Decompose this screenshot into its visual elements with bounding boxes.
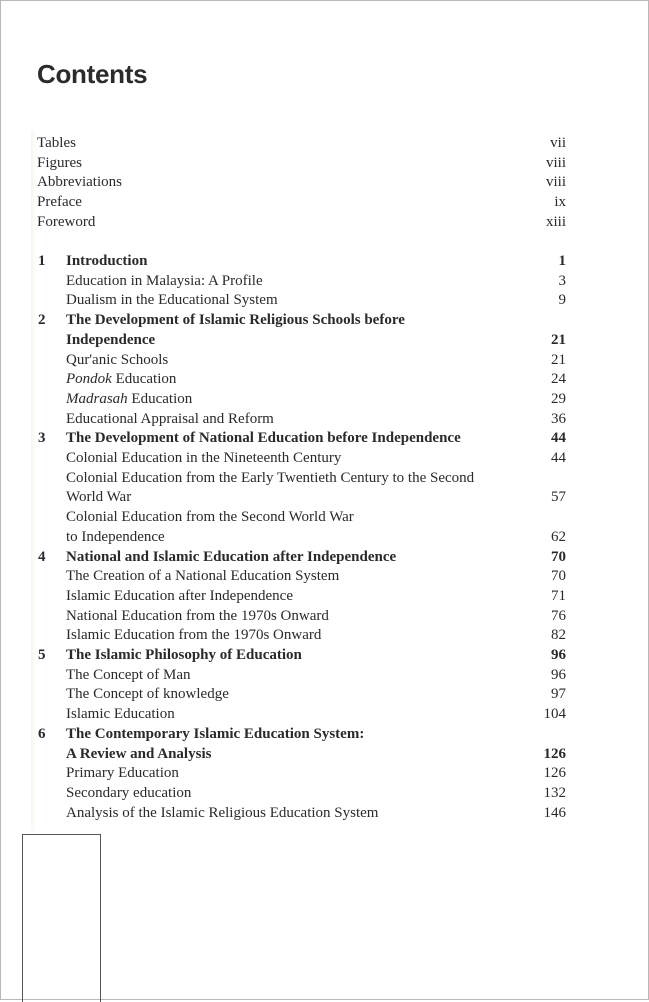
section-title-italic: Pondok xyxy=(66,371,112,388)
section-row xyxy=(1,507,649,527)
chapter-row xyxy=(1,330,649,350)
front-matter-page: viii xyxy=(545,154,566,171)
chapter-title: The Development of National Education before Independence xyxy=(66,430,461,447)
section-page: 21 xyxy=(551,351,566,368)
section-title: Primary Education xyxy=(66,765,179,782)
section-page: 9 xyxy=(558,292,566,309)
section-page: 132 xyxy=(543,784,566,801)
front-matter-title: Abbreviations xyxy=(37,174,122,191)
section-page: 71 xyxy=(551,587,566,604)
section-title: The Concept of Man xyxy=(66,666,191,683)
chapter-number: 4 xyxy=(38,548,46,565)
section-title: Analysis of the Islamic Religious Education System xyxy=(66,804,379,821)
section-row xyxy=(1,369,649,389)
section-title xyxy=(66,389,192,409)
section-title: World War xyxy=(66,489,132,506)
section-title: Islamic Education after Independence xyxy=(66,587,293,604)
front-matter-page: xiii xyxy=(545,213,566,230)
chapter-number: 3 xyxy=(38,430,46,447)
section-page: 62 xyxy=(551,528,566,545)
section-title: The Creation of a National Education System xyxy=(66,568,340,585)
section-page: 82 xyxy=(551,627,566,644)
corner-box xyxy=(22,834,101,1002)
section-row xyxy=(1,665,649,685)
chapter-title: Introduction xyxy=(66,253,148,269)
section-title: Colonial Education in the Nineteenth Century xyxy=(66,450,342,466)
front-matter-title: Preface xyxy=(37,194,82,211)
chapter-title: A Review and Analysis xyxy=(66,745,212,762)
section-row xyxy=(1,684,649,704)
section-row xyxy=(1,625,649,645)
section-page: 3 xyxy=(558,272,566,289)
section-row xyxy=(1,448,649,468)
chapter-page: 44 xyxy=(551,430,566,447)
section-row xyxy=(1,566,649,586)
section-row xyxy=(1,763,649,783)
chapter-row xyxy=(1,744,649,764)
front-matter-page: viii xyxy=(545,174,566,191)
front-matter-page: vii xyxy=(550,135,566,151)
section-title: Islamic Education xyxy=(66,706,175,723)
front-matter-title: Figures xyxy=(37,154,82,171)
section-row xyxy=(1,586,649,606)
section-title: to Independence xyxy=(66,528,165,545)
section-title: Education in Malaysia: A Profile xyxy=(66,272,263,289)
section-title-italic: Madrasah xyxy=(66,390,128,407)
section-page: 76 xyxy=(551,607,566,624)
chapter-title: The Islamic Philosophy of Education xyxy=(66,647,302,663)
section-page: 70 xyxy=(551,568,566,585)
chapter-title: National and Islamic Education after Independence xyxy=(66,548,397,565)
section-title: The Concept of knowledge xyxy=(66,686,229,703)
page-title: Contents xyxy=(37,59,148,89)
chapter-page: 126 xyxy=(543,745,566,762)
front-matter-row xyxy=(1,212,649,232)
chapter-page: 1 xyxy=(558,253,566,269)
section-row xyxy=(1,487,649,507)
section-title-rest: Education xyxy=(127,390,193,407)
section-row xyxy=(1,468,649,488)
chapter-row xyxy=(1,310,649,330)
section-title xyxy=(66,369,176,389)
chapter-row xyxy=(1,724,649,744)
section-row xyxy=(1,290,649,310)
section-row xyxy=(1,389,649,409)
section-page: 44 xyxy=(551,450,566,466)
section-page: 29 xyxy=(551,390,566,407)
section-page: 126 xyxy=(543,765,566,782)
front-matter-page: ix xyxy=(554,194,566,211)
chapter-row xyxy=(1,251,649,271)
chapter-number: 1 xyxy=(38,253,46,269)
chapter-title: Independence xyxy=(66,331,156,348)
section-row xyxy=(1,606,649,626)
chapter-title: The Contemporary Islamic Education System: xyxy=(66,725,365,742)
front-matter-row xyxy=(1,133,649,153)
chapter-number: 6 xyxy=(38,725,46,742)
section-page: 97 xyxy=(551,686,566,703)
chapter-number: 2 xyxy=(38,312,46,329)
section-page: 24 xyxy=(551,371,566,388)
section-row xyxy=(1,704,649,724)
section-title: National Education from the 1970s Onward xyxy=(66,607,329,624)
chapter-number: 5 xyxy=(38,647,46,663)
front-matter-row xyxy=(1,172,649,192)
front-matter-title: Tables xyxy=(37,135,76,151)
section-row xyxy=(1,783,649,803)
section-page: 146 xyxy=(543,804,566,821)
chapter-row xyxy=(1,428,649,448)
chapter-row xyxy=(1,547,649,567)
chapter-page: 21 xyxy=(551,331,566,348)
section-row xyxy=(1,350,649,370)
section-row xyxy=(1,271,649,291)
section-page: 104 xyxy=(543,706,566,723)
front-matter-row xyxy=(1,192,649,212)
section-title: Islamic Education from the 1970s Onward xyxy=(66,627,322,644)
section-title: Colonial Education from the Second World War xyxy=(66,509,354,526)
section-title: Colonial Education from the Early Twentieth Century to the Second xyxy=(66,469,475,486)
chapter-title: The Development of Islamic Religious Schools before xyxy=(66,312,405,329)
chapter-row xyxy=(1,645,649,665)
section-title: Secondary education xyxy=(66,784,192,801)
section-row xyxy=(1,527,649,547)
section-page: 36 xyxy=(551,410,566,427)
front-matter-row xyxy=(1,153,649,173)
section-page: 57 xyxy=(551,489,566,506)
section-title-rest: Education xyxy=(111,371,177,388)
section-title: Educational Appraisal and Reform xyxy=(66,410,274,427)
section-row xyxy=(1,803,649,823)
chapter-page: 70 xyxy=(551,548,566,565)
section-page: 96 xyxy=(551,666,566,683)
front-matter-title: Foreword xyxy=(37,213,96,230)
section-title: Dualism in the Educational System xyxy=(66,292,278,309)
section-row xyxy=(1,409,649,429)
chapter-page: 96 xyxy=(551,647,566,663)
section-title: Qur'anic Schools xyxy=(66,351,169,368)
